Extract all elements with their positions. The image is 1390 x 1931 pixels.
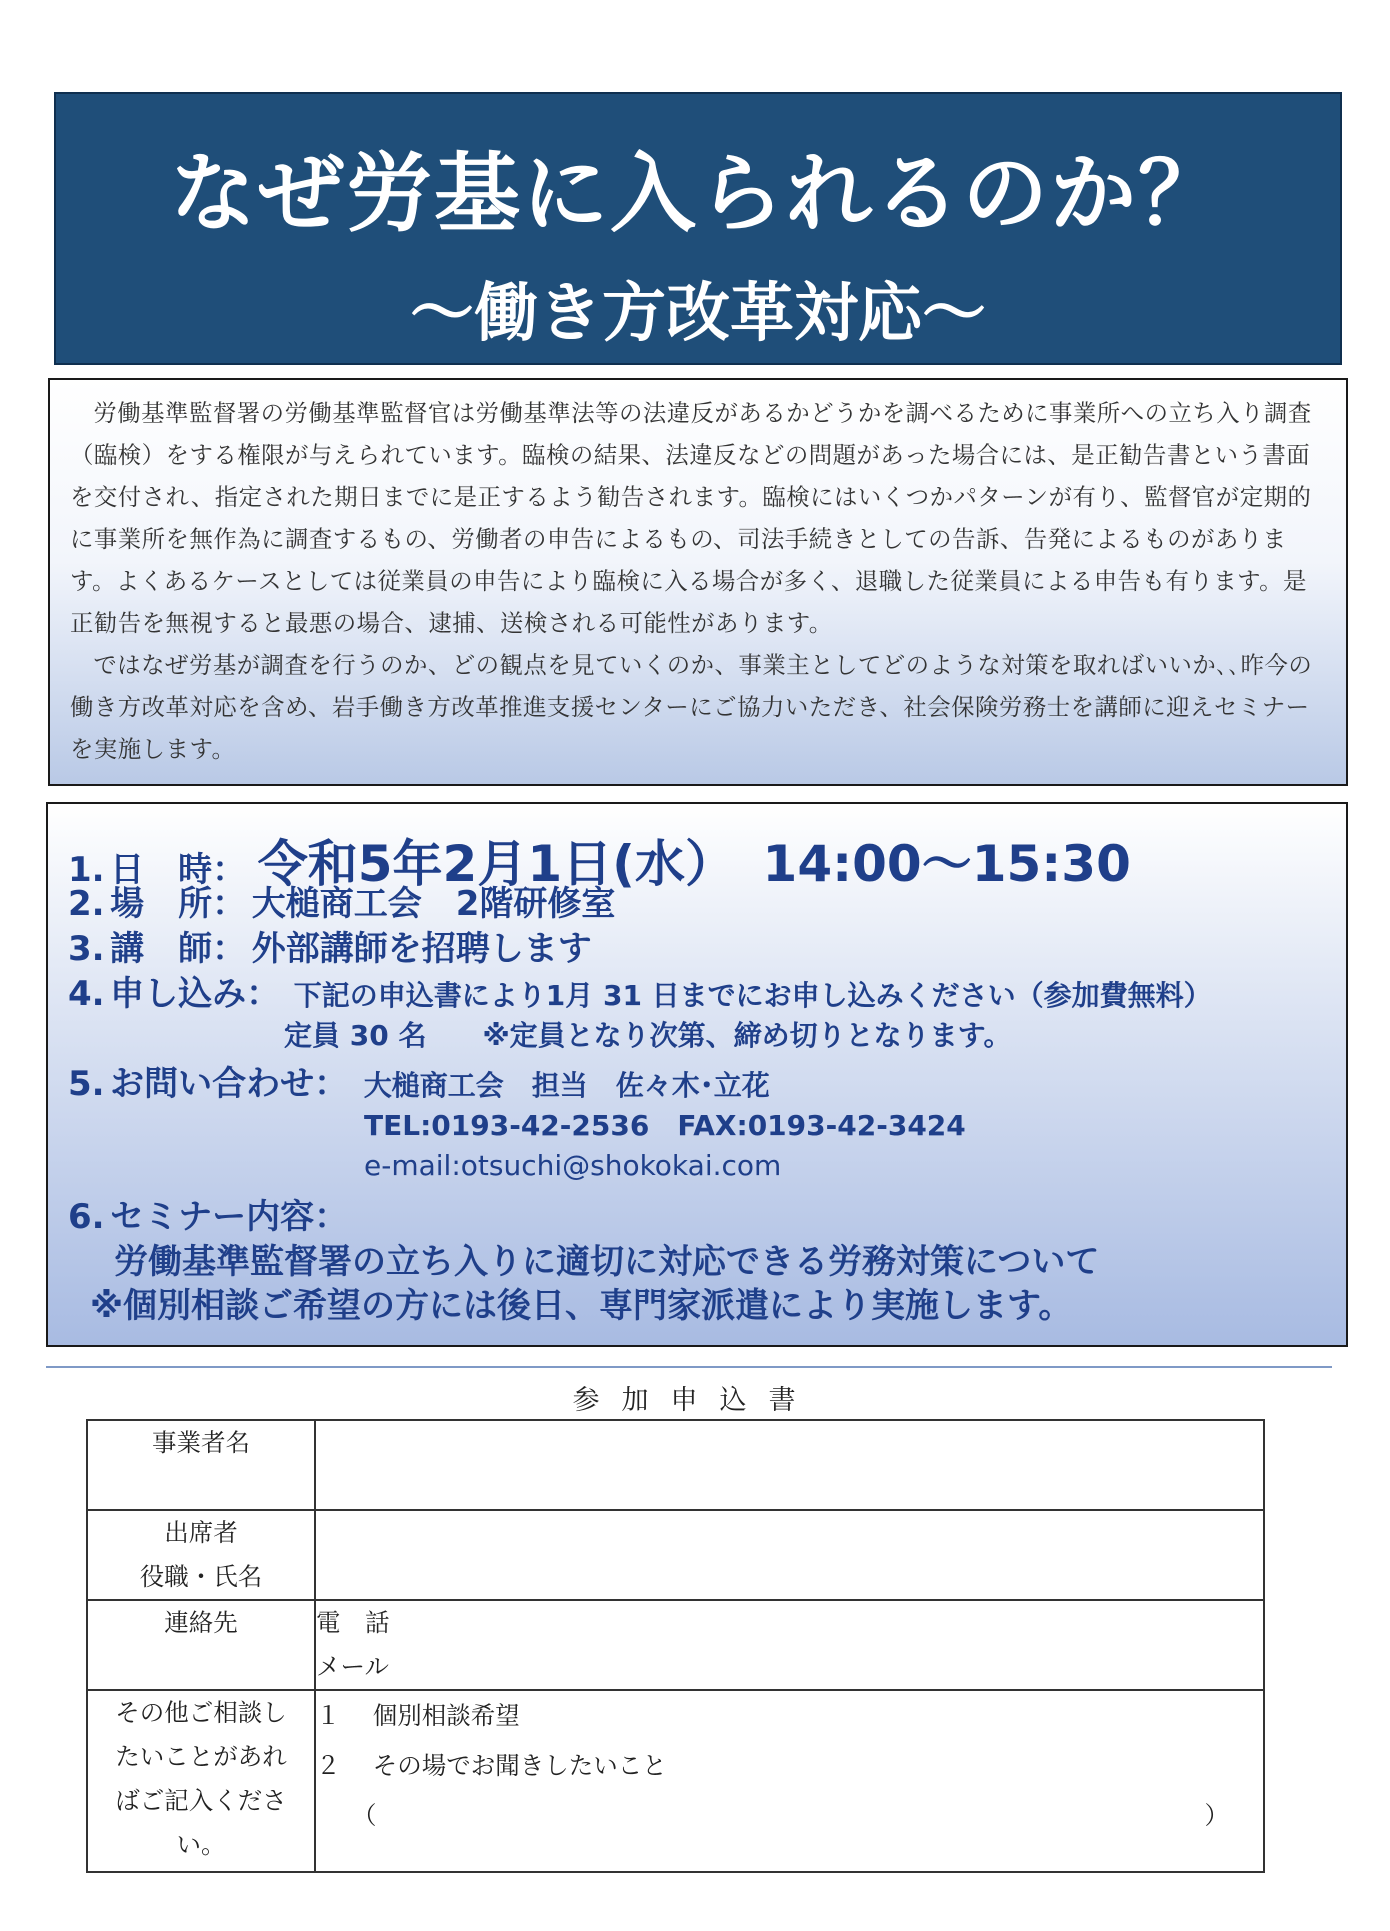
company-field[interactable]	[315, 1420, 1264, 1510]
detail-content	[68, 1189, 348, 1238]
other-field[interactable]	[315, 1690, 1264, 1872]
form-row-company	[87, 1420, 1264, 1510]
date-value: 令和5年2月1日(水）	[257, 835, 735, 893]
contact-email[interactable]: e-mail:otsuchi@shokokai.com	[364, 1149, 782, 1182]
attendee-label	[87, 1510, 315, 1600]
contact-tel-fax: TEL:0193-42-2536 FAX:0193-42-3424	[364, 1109, 966, 1142]
detail-lecturer	[68, 921, 592, 970]
other-label-line3: ばご記入くださ	[115, 1786, 287, 1815]
company-label: 事業者名	[87, 1420, 315, 1510]
application-form	[86, 1419, 1265, 1873]
page-subtitle: ～働き方改革対応～	[410, 277, 986, 351]
paren-open: （	[352, 1801, 377, 1830]
page-title: なぜ労基に入られるのか？	[170, 144, 1226, 244]
detail-application	[68, 966, 1212, 1015]
option-onsite-question[interactable]: ２ その場でお聞きしたいこと	[316, 1751, 667, 1780]
venue-label: 場 所：	[110, 884, 247, 924]
form-row-other	[87, 1690, 1264, 1872]
mail-label: メール	[316, 1652, 390, 1681]
contact-form-label: 連絡先	[87, 1600, 315, 1690]
phone-label: 電 話	[316, 1608, 390, 1637]
paren-close: ）	[1204, 1801, 1229, 1830]
attendee-label-line2: 役職・氏名	[139, 1562, 263, 1591]
attendee-field[interactable]	[315, 1510, 1264, 1600]
other-label	[87, 1690, 315, 1872]
detail-contact	[68, 1056, 770, 1105]
application-label: 申し込み：	[110, 974, 281, 1014]
form-title: 参加申込書	[572, 1385, 818, 1416]
lecturer-label: 講 師：	[110, 929, 247, 969]
lecturer-value: 外部講師を招聘します	[251, 929, 592, 969]
intro-paragraph-2: ではなぜ労基が調査を行うのか、どの観点を見ていくのか、事業主としてどのような対策を取ればいいか､､昨今の働き方改革対応を含め、岩手働き方改革推進支援センターにご協力いただき、社会保険労務士を講師に迎えセミナーを実施します。	[70, 651, 1313, 763]
item-number: 1.	[68, 850, 105, 890]
other-label-line4: い。	[176, 1830, 226, 1859]
other-label-line2: たいことがあれ	[115, 1742, 287, 1771]
intro-paragraph-1: 労働基準監督署の労働基準監督官は労働基準法等の法違反があるかどうかを調べるために事業所への立ち入り調査（臨検）をする権限が与えられています。臨検の結果、法違反などの問題があった場合には、是正勧告書という書面を交付され、指定された期日までに是正するよう勧告されます。臨検にはいくつかパターンが有り、監督官が定期的に事業所を無作為に調査するもの、労働者の申告によるもの、司法手続きとしての告訴、告発によるものがあります。よくあるケースとしては従業員の申告により臨検に入る場合が多く、退職した従業員による申告も有ります。是正勧告を無視すると最悪の場合、逮捕、送検される可能性があります。	[70, 399, 1312, 637]
item-number: 2.	[68, 884, 105, 924]
time-value: 14:00～15:30	[762, 835, 1131, 893]
question-entry[interactable]	[316, 1791, 1263, 1841]
contact-field[interactable]	[315, 1600, 1264, 1690]
content-label: セミナー内容：	[110, 1197, 349, 1237]
venue-value: 大槌商工会 2階研修室	[251, 884, 616, 924]
application-capacity: 定員 30 名 ※定員となり次第、締め切りとなります。	[284, 1019, 1012, 1052]
detail-venue	[68, 876, 615, 925]
intro-box	[48, 378, 1348, 786]
seminar-details	[46, 802, 1348, 1347]
item-number: 5.	[68, 1064, 105, 1104]
contact-person: 大槌商工会 担当 佐々木･立花	[363, 1069, 770, 1102]
title-banner	[54, 92, 1342, 365]
attendee-label-line1: 出席者	[164, 1518, 238, 1547]
datetime-label: 日 時：	[110, 850, 247, 890]
form-row-attendee	[87, 1510, 1264, 1600]
content-description: 労働基準監督署の立ち入りに適切に対応できる労務対策について	[114, 1242, 1100, 1282]
content-note: ※個別相談ご希望の方には後日、専門家派遣により実施します。	[90, 1286, 1073, 1326]
item-number: 3.	[68, 929, 105, 969]
item-number: 4.	[68, 974, 105, 1014]
form-row-contact	[87, 1600, 1264, 1690]
contact-label: お問い合わせ：	[110, 1064, 349, 1104]
divider	[46, 1366, 1332, 1368]
item-number: 6.	[68, 1197, 105, 1237]
other-label-line1: その他ご相談し	[115, 1698, 287, 1727]
application-deadline: 下記の申込書により1月 31 日までにお申し込みください（参加費無料）	[293, 979, 1212, 1012]
option-individual-consult[interactable]: １ 個別相談希望	[316, 1701, 520, 1730]
